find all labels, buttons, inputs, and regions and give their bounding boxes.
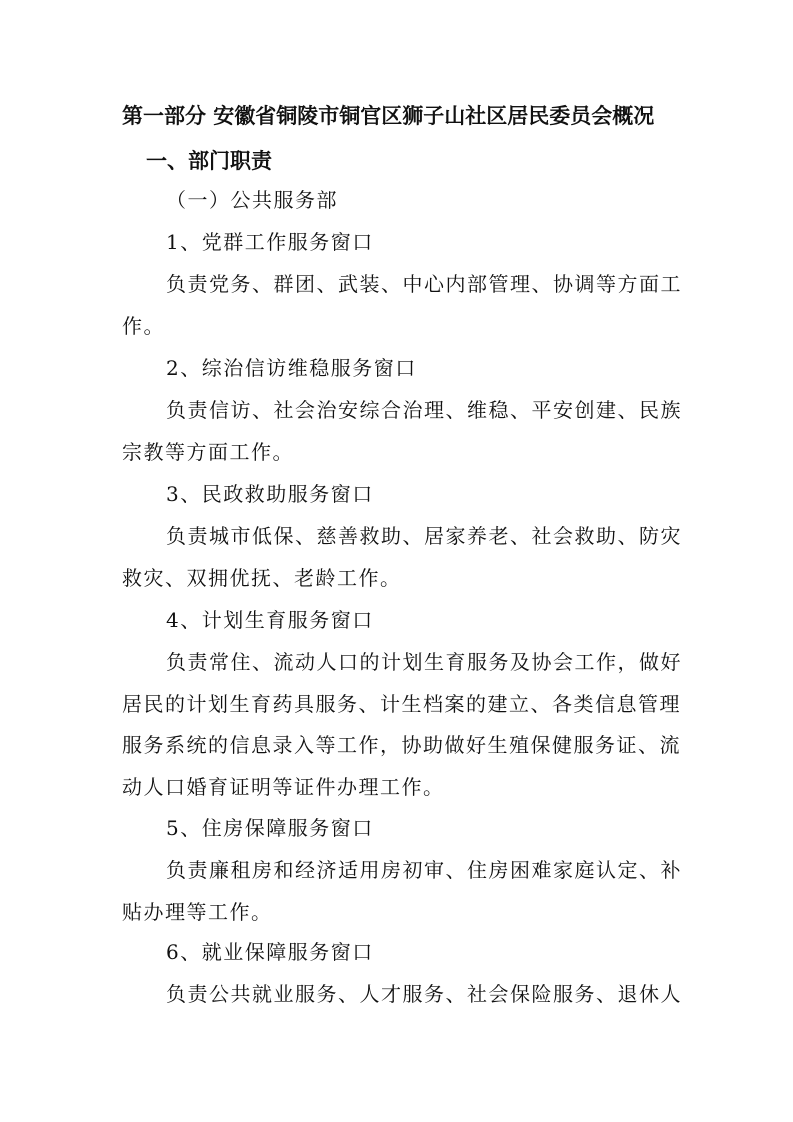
window-title-housing: 5、住房保障服务窗口	[166, 816, 374, 840]
window-desc-party: 负责党务、群团、武装、中心内部管理、协调等方面工作。	[122, 272, 682, 338]
window-title-petition: 2、综治信访维稳服务窗口	[166, 356, 417, 380]
subsection-heading: （一）公共服务部	[166, 188, 338, 212]
window-desc-housing: 负责廉租房和经济适用房初审、住房困难家庭认定、补贴办理等工作。	[122, 858, 682, 924]
window-title-civil-affairs: 3、民政救助服务窗口	[166, 482, 374, 506]
window-title-employment: 6、就业保障服务窗口	[166, 940, 374, 964]
document-title: 第一部分 安徽省铜陵市铜官区狮子山社区居民委员会概况	[122, 104, 655, 128]
window-title-party: 1、党群工作服务窗口	[166, 230, 374, 254]
window-desc-civil-affairs: 负责城市低保、慈善救助、居家养老、社会救助、防灾救灾、双拥优抚、老龄工作。	[122, 524, 682, 590]
window-desc-employment: 负责公共就业服务、人才服务、社会保险服务、退休人	[166, 982, 682, 1006]
window-desc-petition: 负责信访、社会治安综合治理、维稳、平安创建、民族宗教等方面工作。	[122, 398, 682, 464]
section-heading: 一、部门职责	[146, 149, 272, 173]
window-title-family-planning: 4、计划生育服务窗口	[166, 608, 374, 632]
window-desc-family-planning: 负责常住、流动人口的计划生育服务及协会工作，做好居民的计划生育药具服务、计生档案的建立、各类信息管理服务系统的信息录入等工作，协助做好生殖保健服务证、流动人口婚育证明等证件办理工作。	[122, 650, 682, 799]
